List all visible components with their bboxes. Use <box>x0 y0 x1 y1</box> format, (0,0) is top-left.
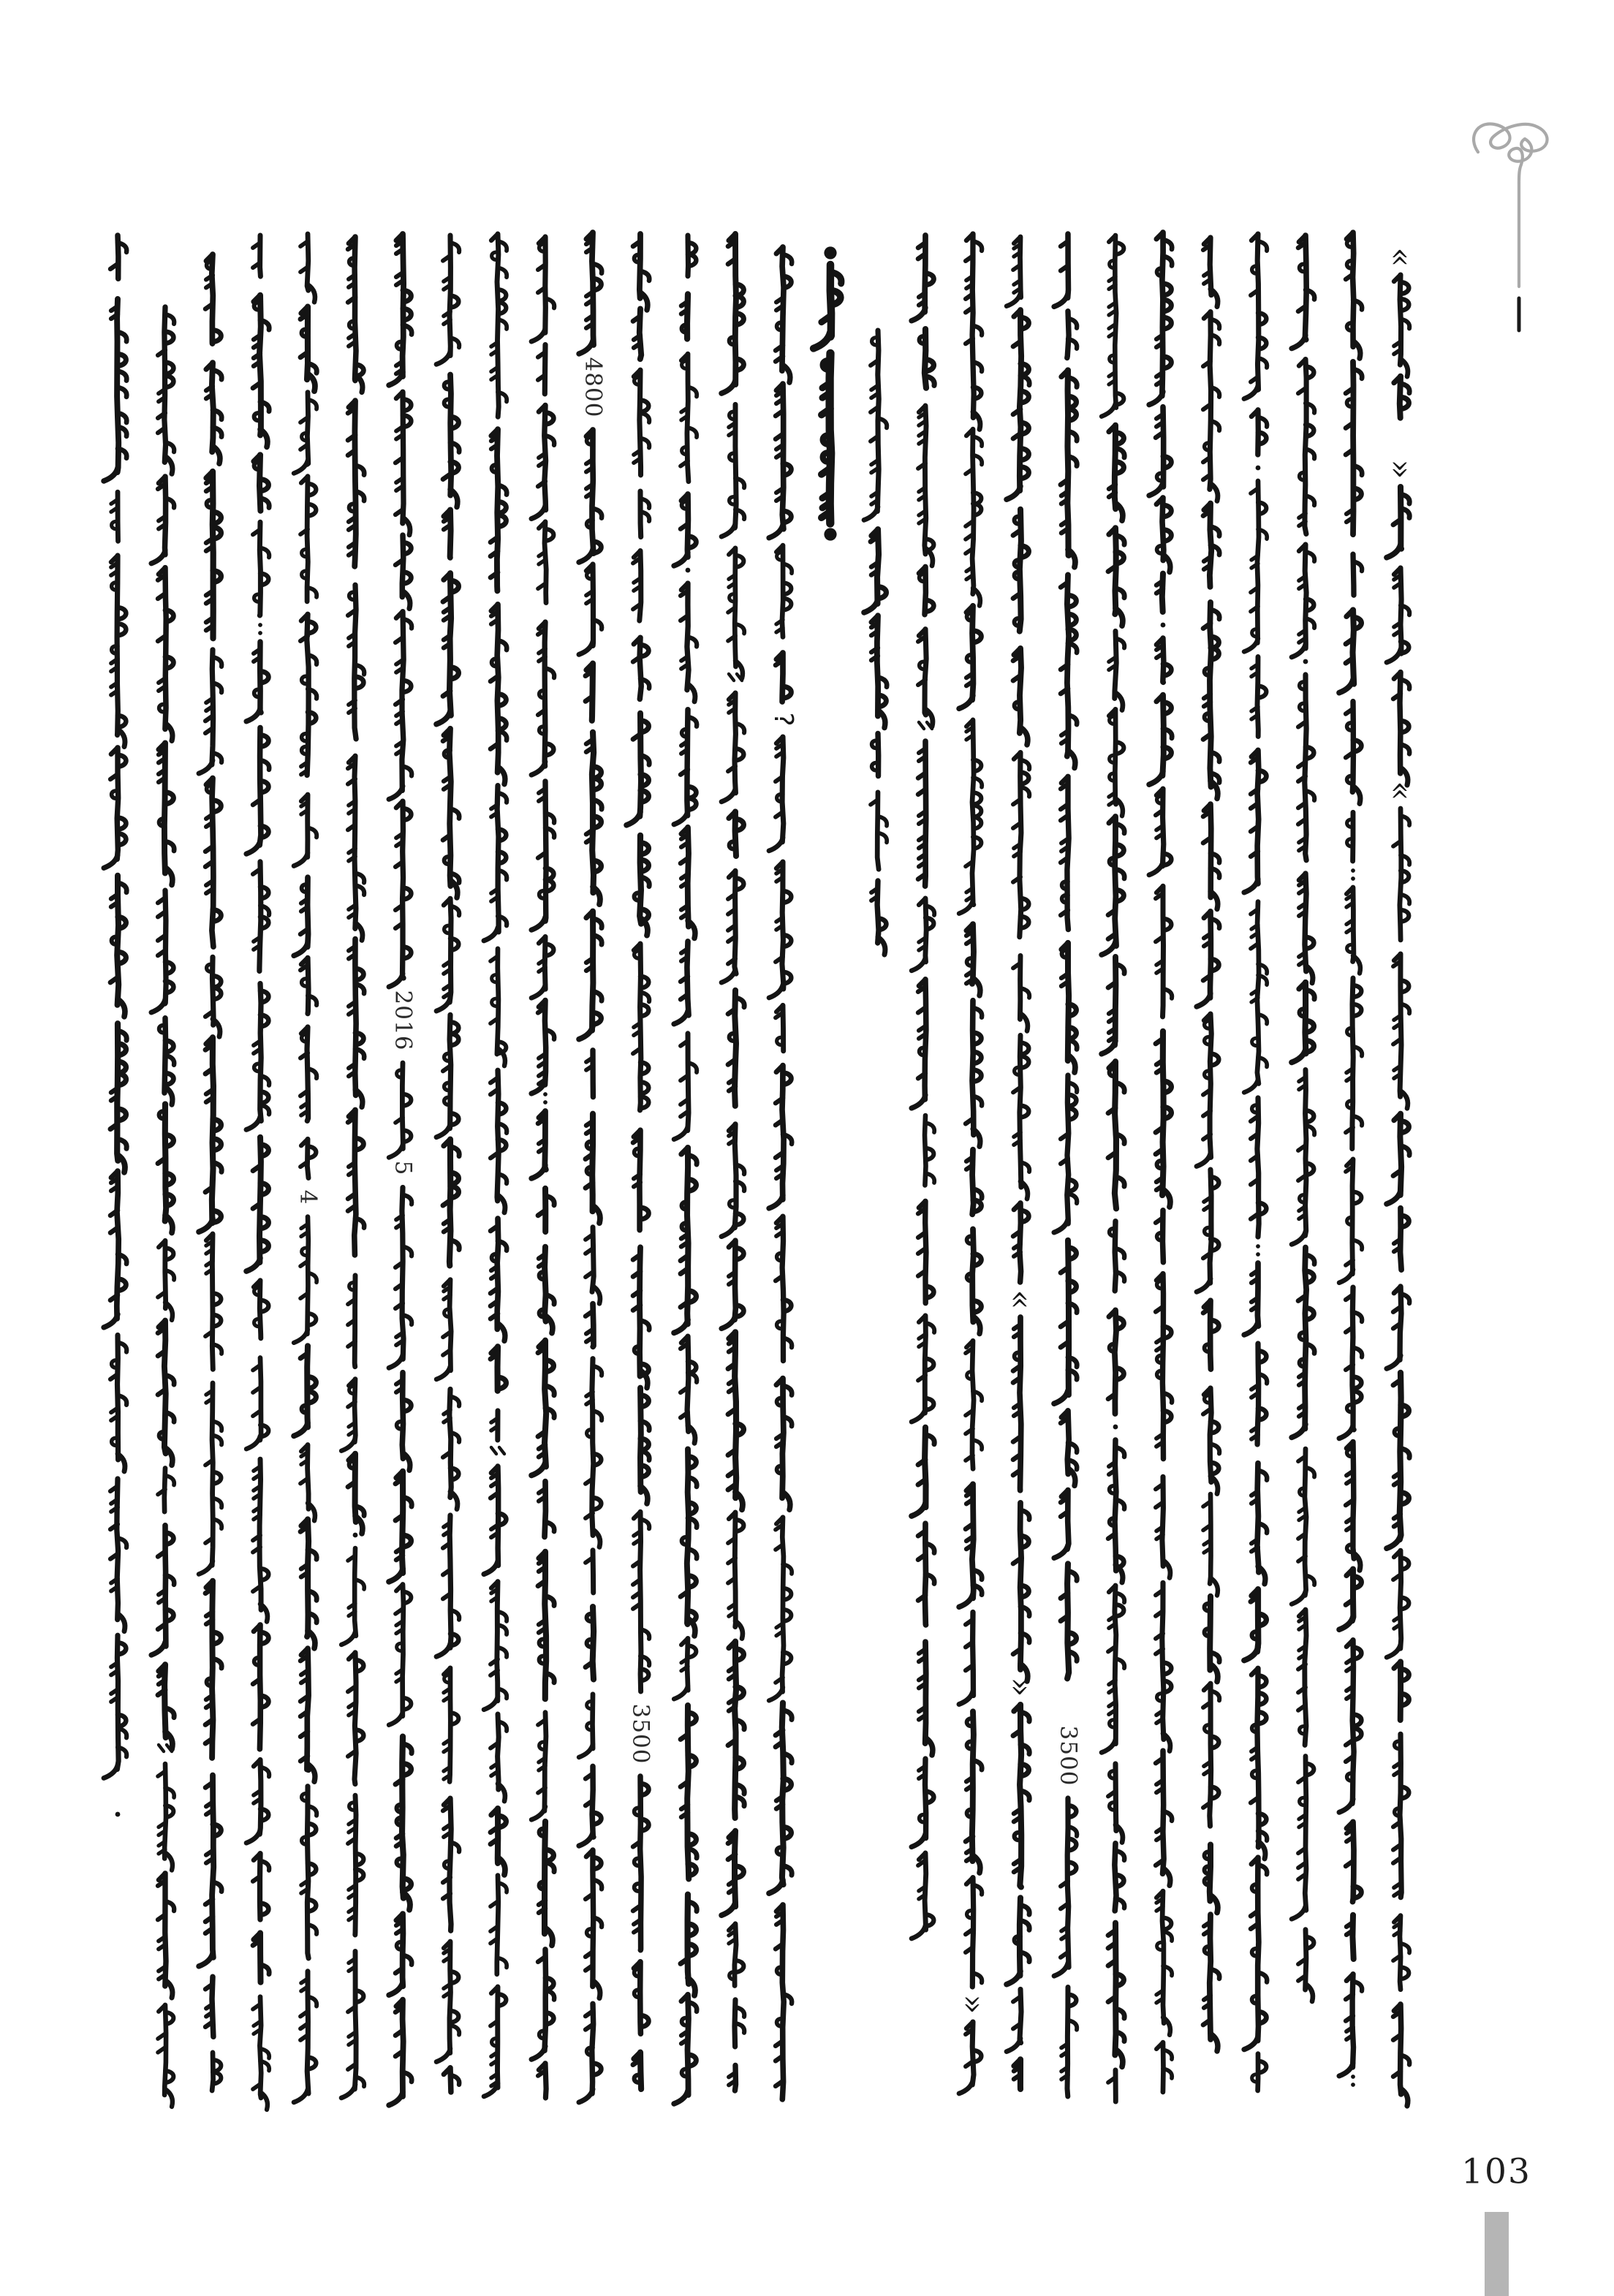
inline-number: 4800 <box>580 357 607 418</box>
script-column <box>186 0 239 2296</box>
script-column <box>947 0 999 2296</box>
script-column <box>424 0 477 2296</box>
script-column <box>852 0 904 2296</box>
script-column <box>329 0 382 2296</box>
section-heading-column <box>804 0 857 2296</box>
guillemet-mark: « <box>1382 781 1420 801</box>
page-number: 103 <box>1461 2151 1531 2192</box>
script-column <box>1042 0 1094 2296</box>
script-column <box>139 0 192 2296</box>
script-column <box>376 0 429 2296</box>
guillemet-mark: « <box>1002 1289 1039 1310</box>
inline-number: 3500 <box>1055 1725 1082 1787</box>
script-column <box>614 0 667 2296</box>
guillemet-mark: » <box>955 1994 992 2015</box>
inline-number: 3500 <box>627 1703 654 1765</box>
script-column <box>1327 0 1379 2296</box>
script-column <box>709 0 762 2296</box>
script-column <box>519 0 572 2296</box>
script-column <box>662 0 714 2296</box>
guillemet-mark: » <box>1382 459 1420 480</box>
script-column <box>471 0 524 2296</box>
footer-edge-bar <box>1485 2212 1509 2296</box>
script-column <box>567 0 619 2296</box>
script-column <box>899 0 952 2296</box>
script-column <box>1137 0 1189 2296</box>
inline-number: 4 <box>295 1189 322 1205</box>
script-column <box>994 0 1047 2296</box>
script-column <box>757 0 809 2296</box>
guillemet-mark: » <box>1002 1677 1039 1697</box>
flourish-ornament-icon <box>1462 110 1579 351</box>
question-mark: ? <box>768 712 798 727</box>
guillemet-mark: « <box>1382 247 1420 268</box>
script-column <box>234 0 287 2296</box>
script-column <box>1279 0 1332 2296</box>
script-column <box>1089 0 1142 2296</box>
script-column <box>1232 0 1284 2296</box>
inline-number: 2016 <box>390 990 417 1051</box>
script-column <box>1184 0 1237 2296</box>
script-column <box>1374 0 1427 2296</box>
script-column <box>281 0 334 2296</box>
inline-number: 5 <box>390 1160 417 1176</box>
script-column <box>91 0 144 2296</box>
